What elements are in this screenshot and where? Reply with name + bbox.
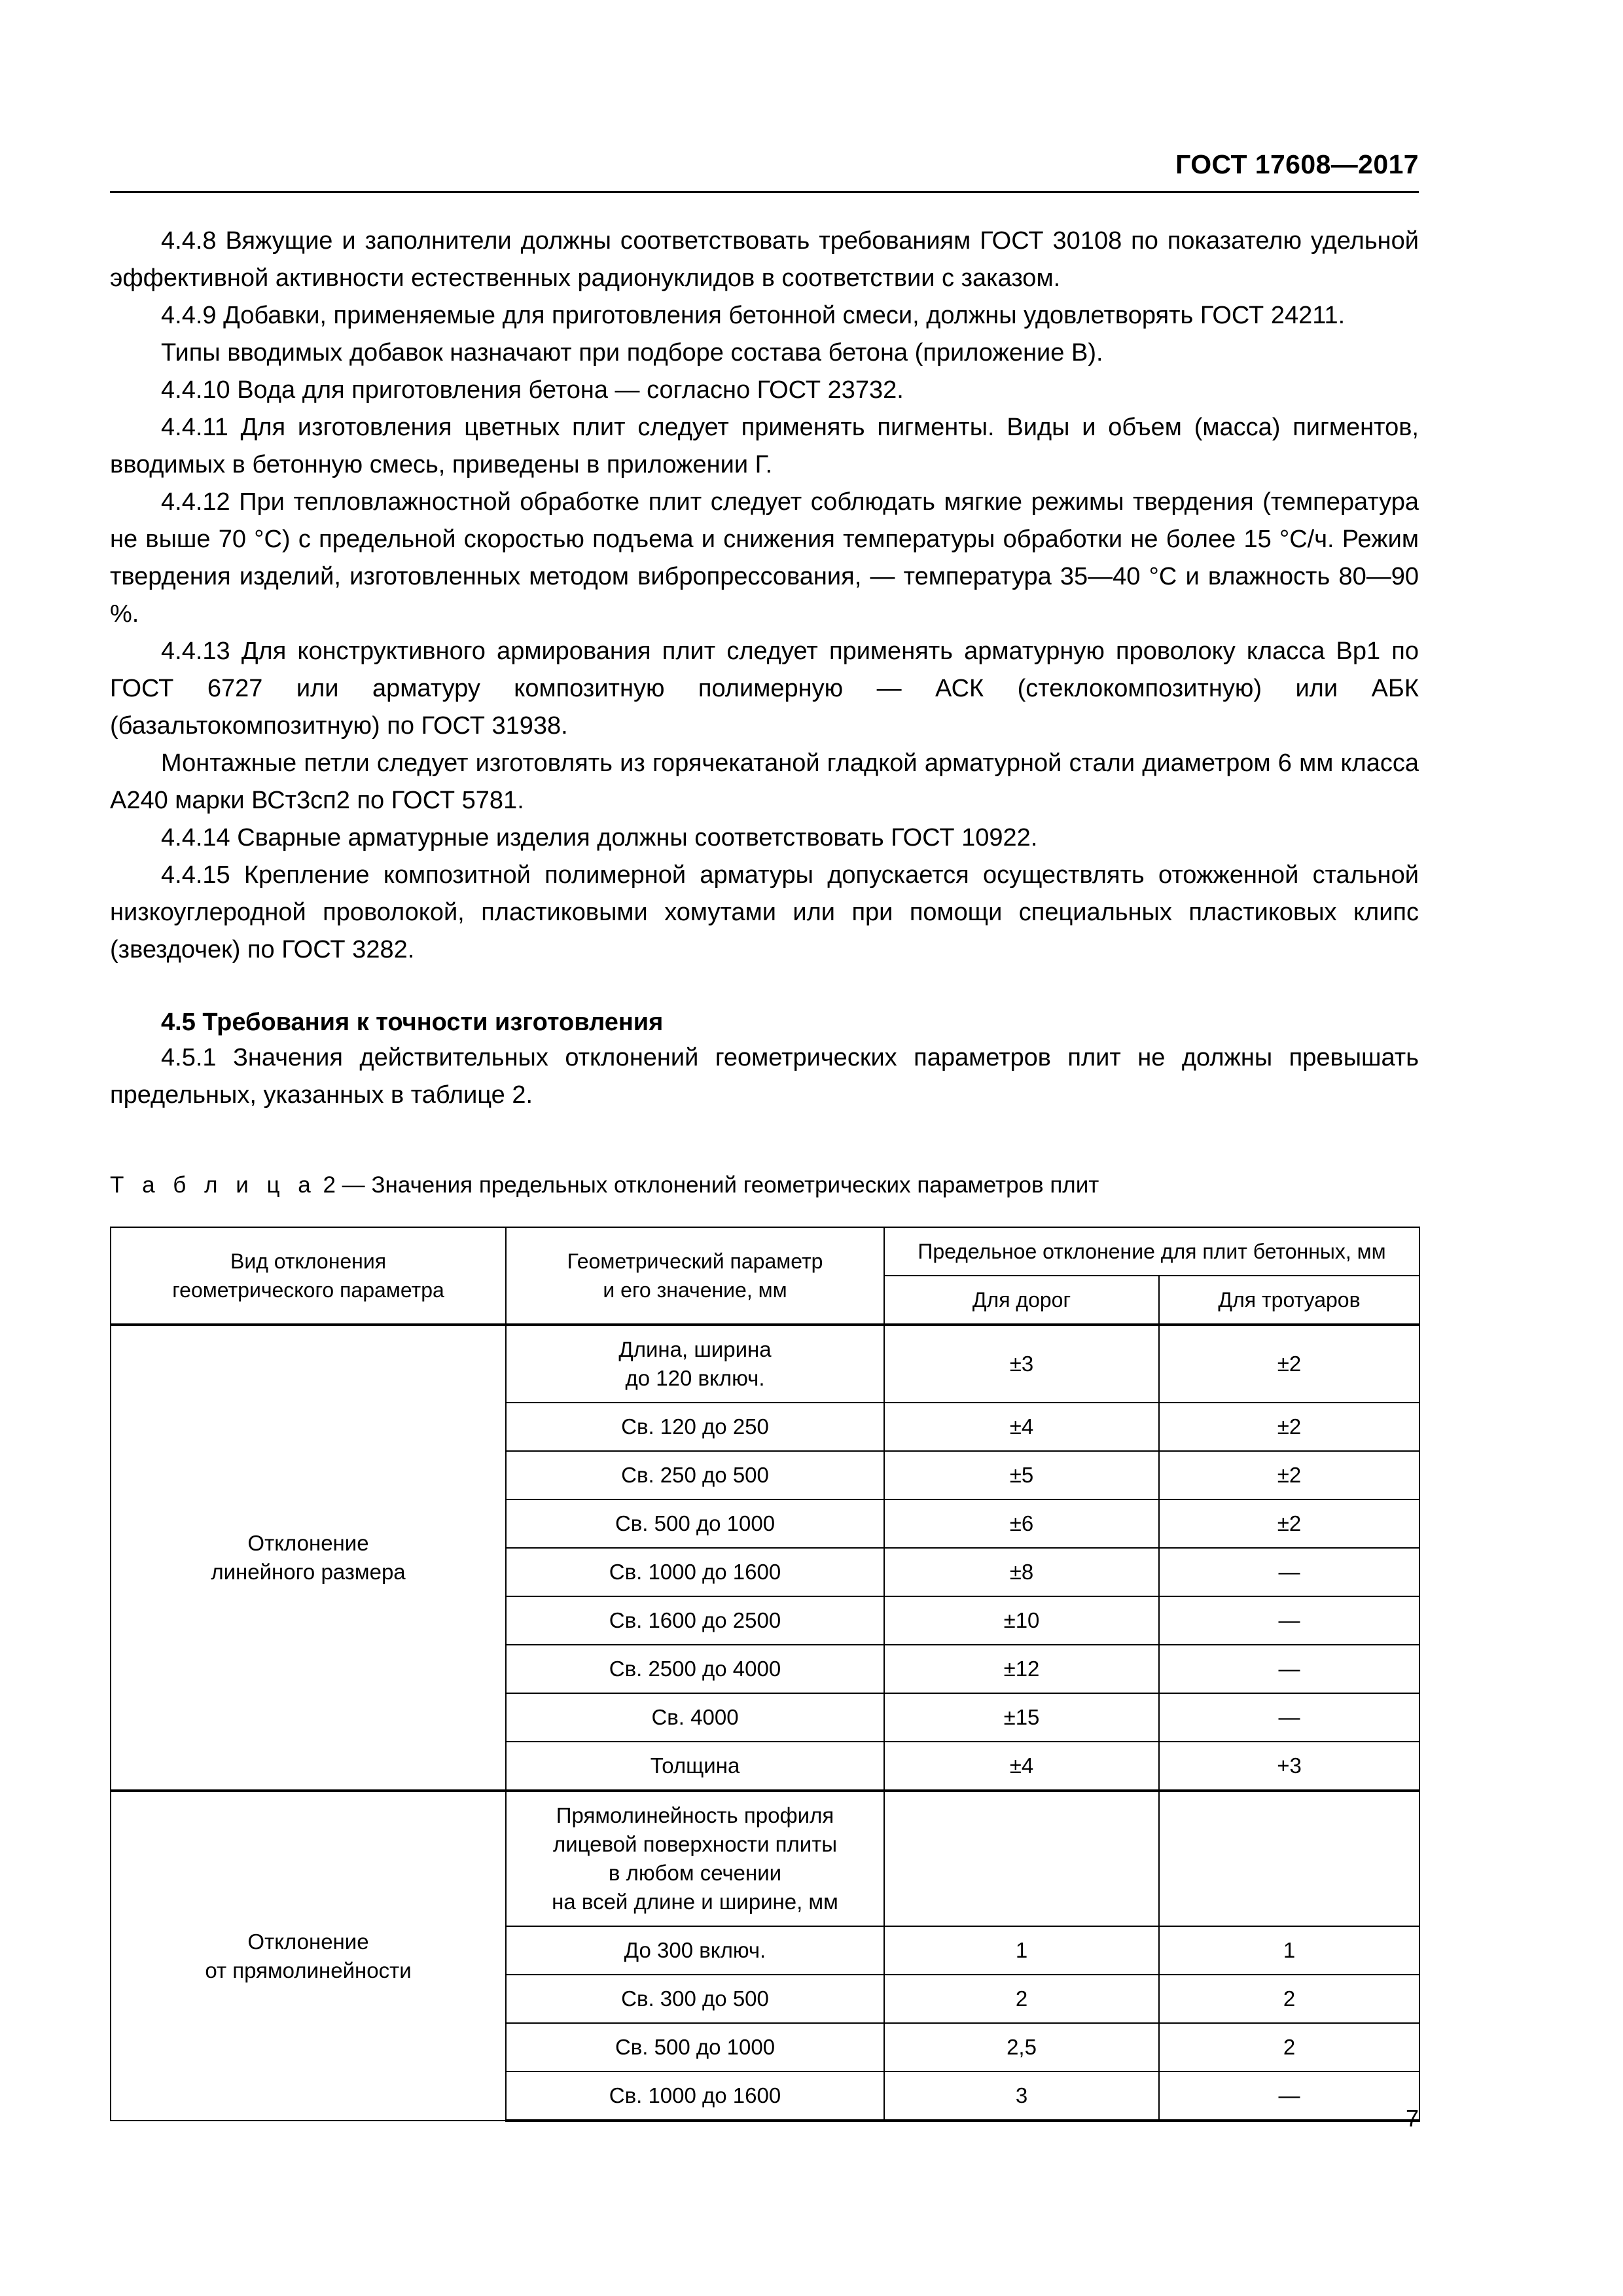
param-line1: Прямолинейность профиля xyxy=(556,1803,834,1827)
table-body xyxy=(111,1325,1419,2121)
value-walk: — xyxy=(1159,1548,1419,1596)
value-road: ±5 xyxy=(884,1451,1159,1499)
value-road: 3 xyxy=(884,2072,1159,2121)
header-param-line2: и его значение, мм xyxy=(603,1278,787,1302)
paragraph-4-4-14: 4.4.14 Сварные арматурные изделия должны соответствовать ГОСТ 10922. xyxy=(161,824,1038,852)
value-road: ±4 xyxy=(884,1742,1159,1791)
table-caption-number: 2 xyxy=(323,1172,336,1198)
section-heading-4-5: 4.5 Требования к точности изготовления xyxy=(161,1009,664,1036)
header-rule xyxy=(110,191,1419,193)
value-road: 1 xyxy=(884,1926,1159,1975)
header-param xyxy=(506,1227,884,1325)
value-road: ±3 xyxy=(884,1325,1159,1403)
paragraph-4-4-13: 4.4.13 Для конструктивного армирования плит следует применять арматурную проволоку класса Вр1 по ГОСТ 6727 или арматуру композитную полимерную — АСК (стеклокомпозитную) или АБК (базальтокомпозитную) по ГОСТ 31938. xyxy=(110,637,1419,740)
paragraph-4-4-8: 4.4.8 Вяжущие и заполнители должны соответствовать требованиям ГОСТ 30108 по показателю удельной эффективной активности естественных радионуклидов в соответствии с заказом. xyxy=(110,227,1419,292)
value-walk: 1 xyxy=(1159,1926,1419,1975)
value-walk: ±2 xyxy=(1159,1451,1419,1499)
param-cell: Св. 120 до 250 xyxy=(506,1403,884,1451)
header-kind-line2: геометрического параметра xyxy=(172,1278,444,1302)
param-cell: Св. 1000 до 1600 xyxy=(506,2072,884,2121)
table-row xyxy=(111,1791,1419,1926)
param-line2: лицевой поверхности плиты xyxy=(552,1832,838,1856)
value-walk xyxy=(1159,1791,1419,1926)
value-road: ±12 xyxy=(884,1645,1159,1693)
param-cell: Св. 4000 xyxy=(506,1693,884,1742)
header-kind xyxy=(111,1227,506,1325)
group-label-straightness-deviation xyxy=(111,1791,506,2121)
deviation-limits-table xyxy=(110,1227,1420,2122)
paragraph-4-4-12: 4.4.12 При тепловлажностной обработке плит следует соблюдать мягкие режимы твердения (температура не выше 70 °C) с предельной скоростью подъема и снижения температуры обработки не более 15 °С/ч. Режим твердения изделий, изготовленных методом вибропрессования, — температура 35—40 °C и влажность 80—90 %. xyxy=(110,488,1419,628)
param-cell: Св. 500 до 1000 xyxy=(506,1499,884,1548)
param-cell xyxy=(506,1325,884,1403)
group-label-line2: от прямолинейности xyxy=(205,1958,412,1982)
value-walk: 2 xyxy=(1159,2023,1419,2072)
value-road: ±10 xyxy=(884,1596,1159,1645)
param-line4: на всей длине и ширине, мм xyxy=(552,1890,838,1914)
header-kind-line1: Вид отклонения xyxy=(230,1249,387,1273)
value-walk: ±2 xyxy=(1159,1325,1419,1403)
value-road: ±4 xyxy=(884,1403,1159,1451)
param-line1: Длина, ширина xyxy=(618,1337,772,1361)
value-walk: — xyxy=(1159,1596,1419,1645)
value-walk: 2 xyxy=(1159,1975,1419,2023)
param-cell: Св. 1000 до 1600 xyxy=(506,1548,884,1596)
param-line2: до 120 включ. xyxy=(625,1366,765,1390)
param-cell: Св. 500 до 1000 xyxy=(506,2023,884,2072)
group-label-line1: Отклонение xyxy=(247,1929,369,1954)
param-cell: Св. 300 до 500 xyxy=(506,1975,884,2023)
value-road: 2 xyxy=(884,1975,1159,2023)
page-number: 7 xyxy=(1405,2105,1419,2132)
param-cell xyxy=(506,1791,884,1926)
value-walk: +3 xyxy=(1159,1742,1419,1791)
header-for-sidewalks: Для тротуаров xyxy=(1159,1276,1419,1325)
param-cell: Св. 1600 до 2500 xyxy=(506,1596,884,1645)
paragraph-mounting-loops: Монтажные петли следует изготовлять из горячекатаной гладкой арматурной стали диаметром 6 мм класса А240 марки ВСт3сп2 по ГОСТ 5781. xyxy=(110,749,1419,814)
header-group-limit: Предельное отклонение для плит бетонных, мм xyxy=(884,1227,1419,1276)
table-row xyxy=(111,1325,1419,1403)
paragraph-4-4-9: 4.4.9 Добавки, применяемые для приготовления бетонной смеси, должны удовлетворять ГОСТ 24211. xyxy=(161,302,1346,329)
table-caption-dash: — xyxy=(342,1172,365,1198)
value-road: 2,5 xyxy=(884,2023,1159,2072)
value-road: ±15 xyxy=(884,1693,1159,1742)
paragraph-4-4-15: 4.4.15 Крепление композитной полимерной арматуры допускается осуществлять отожженной стальной низкоуглеродной проволокой, пластиковыми хомутами или при помощи специальных пластиковых клипс (звездочек) по ГОСТ 3282. xyxy=(110,861,1419,963)
param-cell: Толщина xyxy=(506,1742,884,1791)
value-road xyxy=(884,1791,1159,1926)
group-label-line1: Отклонение xyxy=(247,1531,369,1555)
group-label-line2: линейного размера xyxy=(211,1560,406,1584)
table-caption-label: Т а б л и ц а xyxy=(110,1172,317,1198)
running-header: ГОСТ 17608—2017 xyxy=(1175,149,1419,179)
header-for-roads: Для дорог xyxy=(884,1276,1159,1325)
table-head xyxy=(111,1227,1419,1325)
paragraph-4-4-10: 4.4.10 Вода для приготовления бетона — согласно ГОСТ 23732. xyxy=(161,376,904,404)
paragraph-additives-types: Типы вводимых добавок назначают при подборе состава бетона (приложение В). xyxy=(161,339,1103,367)
value-walk: ±2 xyxy=(1159,1499,1419,1548)
page-content xyxy=(110,223,1419,2122)
group-label-linear-deviation xyxy=(111,1325,506,1791)
table-header-row-1 xyxy=(111,1227,1419,1276)
value-walk: ±2 xyxy=(1159,1403,1419,1451)
paragraph-4-5-1: 4.5.1 Значения действительных отклонений геометрических параметров плит не должны превышать предельных, указанных в таблице 2. xyxy=(110,1044,1419,1109)
header-param-line1: Геометрический параметр xyxy=(567,1249,823,1273)
value-walk: — xyxy=(1159,2072,1419,2121)
value-road: ±6 xyxy=(884,1499,1159,1548)
value-walk: — xyxy=(1159,1645,1419,1693)
value-road: ±8 xyxy=(884,1548,1159,1596)
table-caption xyxy=(110,1170,1419,1200)
value-walk: — xyxy=(1159,1693,1419,1742)
paragraph-4-4-11: 4.4.11 Для изготовления цветных плит следует применять пигменты. Виды и объем (масса) пигментов, вводимых в бетонную смесь, приведены в приложении Г. xyxy=(110,414,1419,478)
param-cell: Св. 2500 до 4000 xyxy=(506,1645,884,1693)
param-cell: Св. 250 до 500 xyxy=(506,1451,884,1499)
table-caption-text: Значения предельных отклонений геометрических параметров плит xyxy=(371,1172,1099,1198)
param-line3: в любом сечении xyxy=(608,1861,782,1885)
param-cell: До 300 включ. xyxy=(506,1926,884,1975)
